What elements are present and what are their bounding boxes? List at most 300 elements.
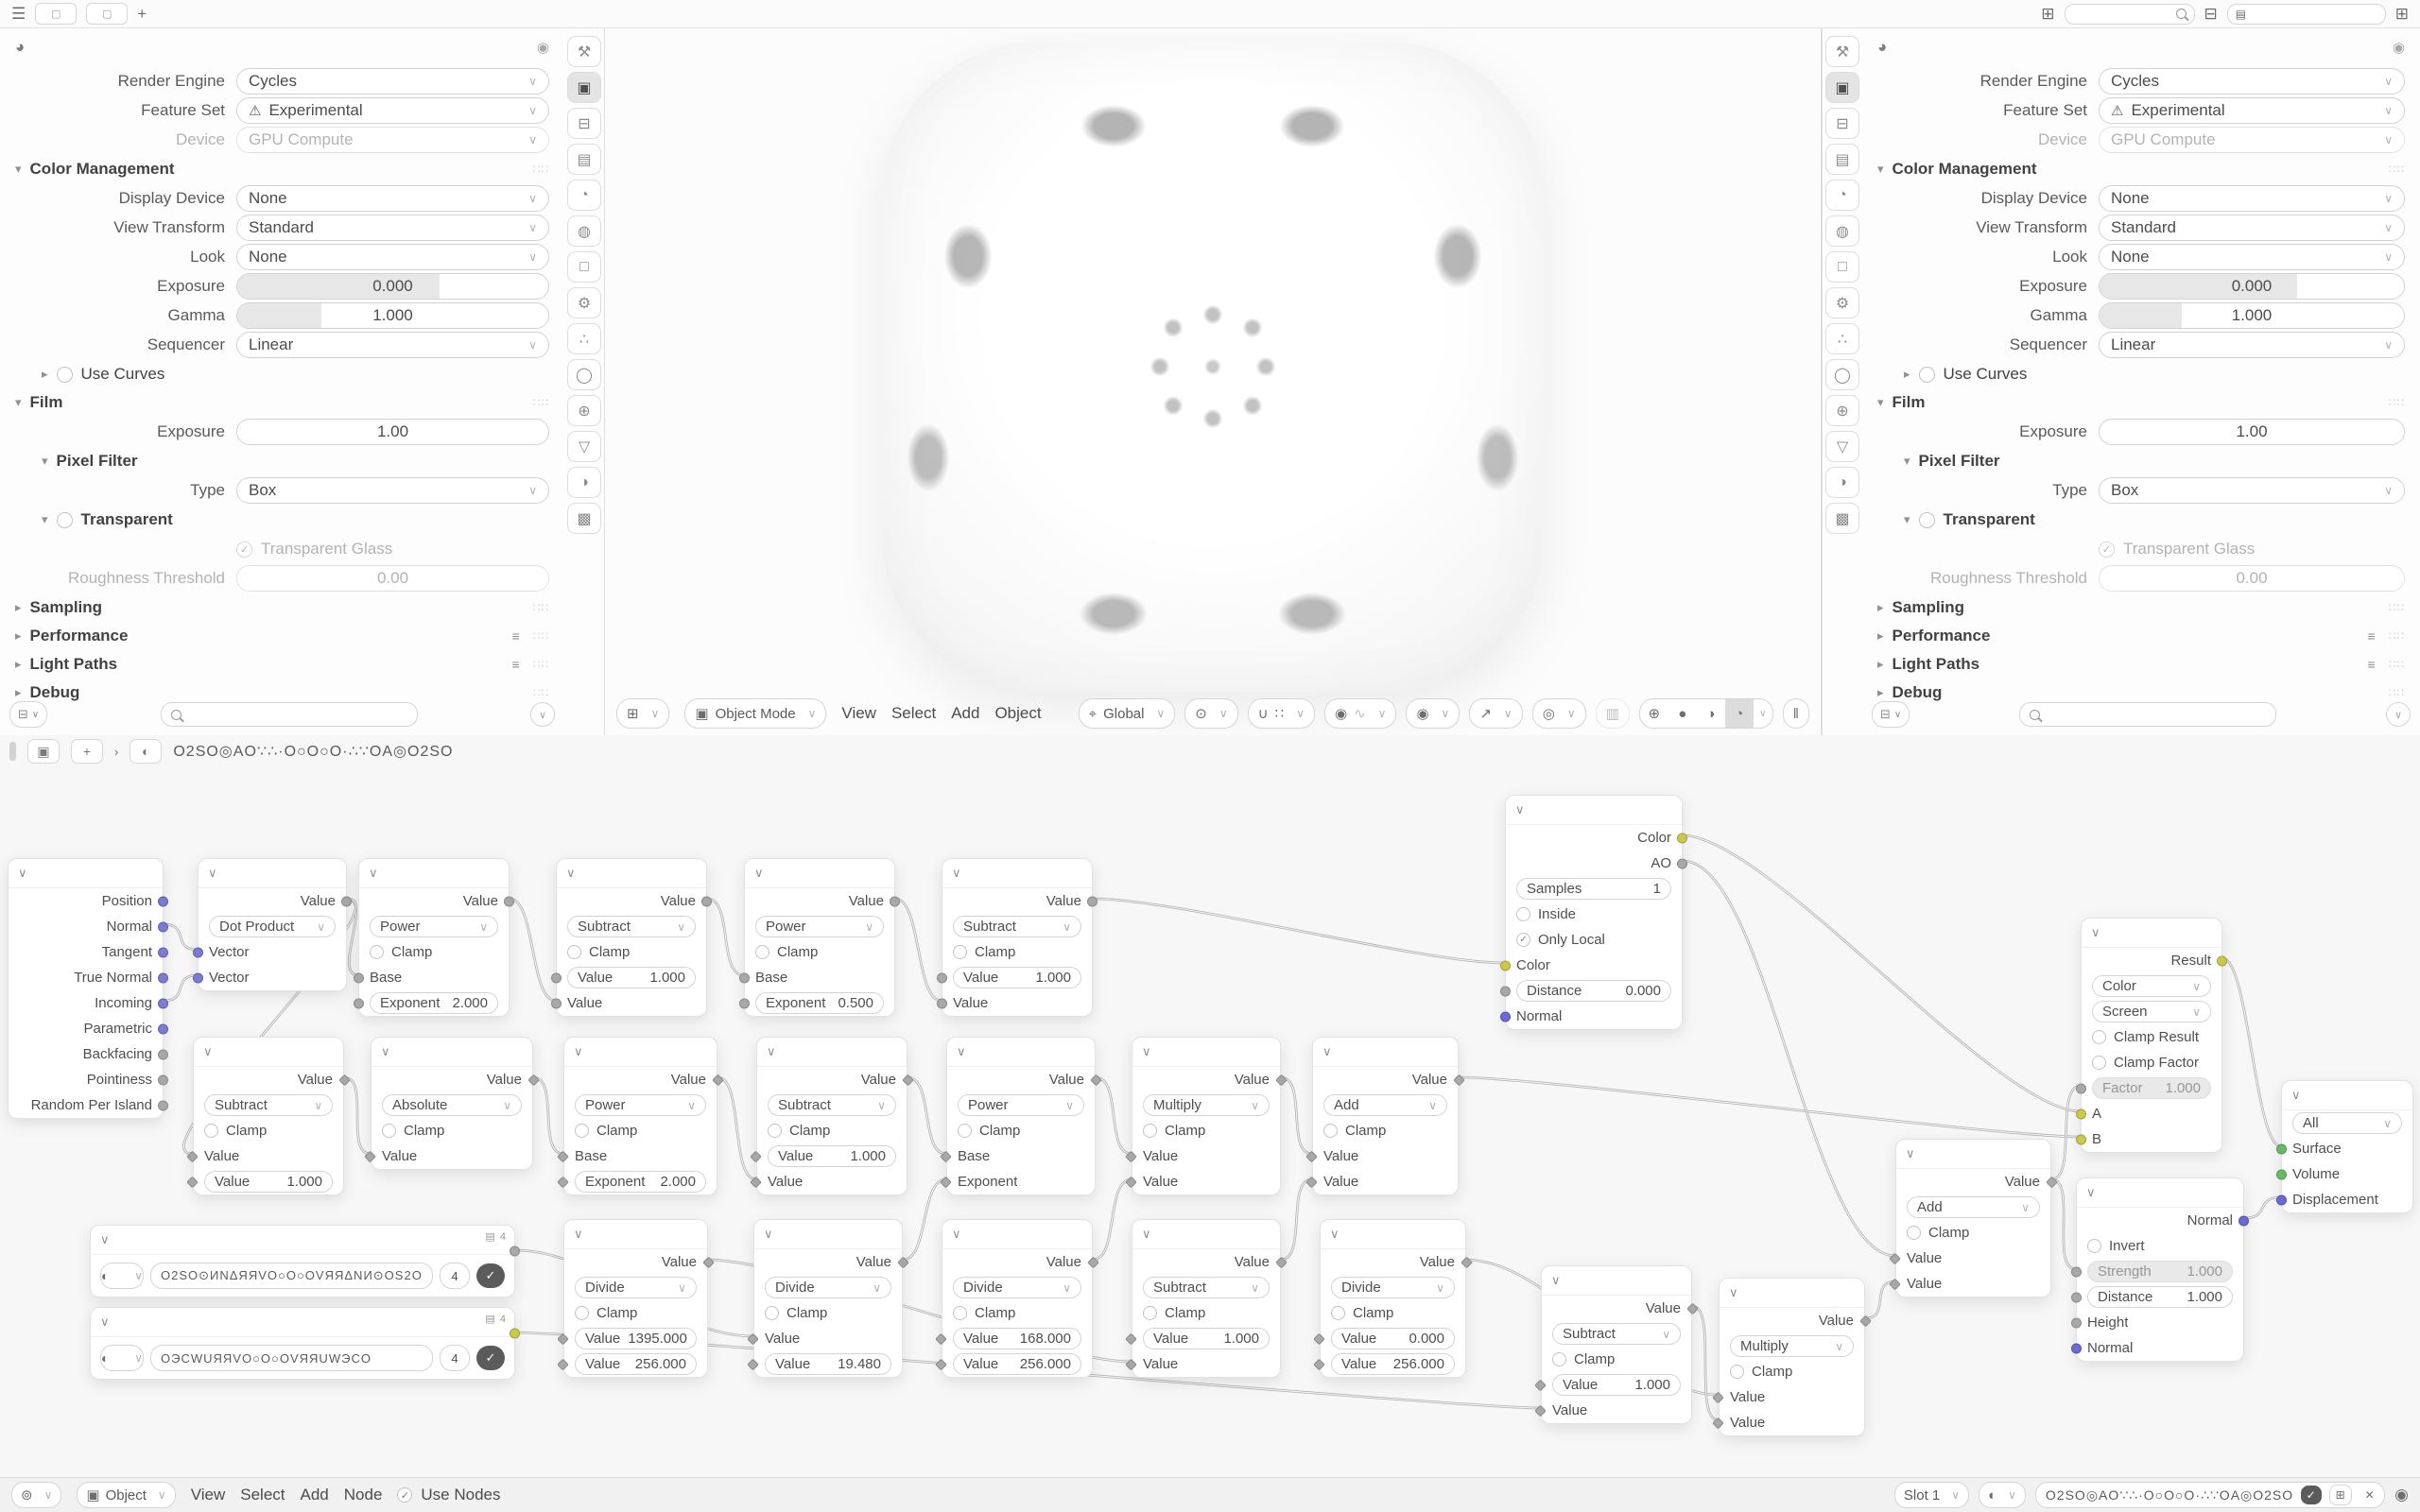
image-browse-button[interactable]: ◐ ∨ <box>100 1263 144 1289</box>
roughness-threshold-field[interactable]: 0.00 <box>236 565 549 592</box>
pixel-filter-type-select[interactable]: Box ∨ <box>2099 477 2405 504</box>
options-dropdown-button[interactable]: ∨ <box>2386 702 2411 727</box>
transparent-glass-checkbox[interactable] <box>2099 541 2115 558</box>
section-color-management[interactable]: ▾ Color Management ∷∷ <box>15 160 549 178</box>
fake-user-shield-button[interactable]: ✓ <box>476 1346 505 1370</box>
operation-select[interactable]: Dot Product ∨ <box>209 916 336 937</box>
image-browse-button[interactable]: ◐ ∨ <box>100 1345 144 1371</box>
operation-select[interactable]: Subtract ∨ <box>1143 1277 1270 1298</box>
section-film[interactable]: ▾ Film ∷∷ <box>15 393 549 411</box>
section-debug[interactable]: ▸ Debug ∷∷ <box>15 683 549 701</box>
node-subtract-6[interactable] <box>1541 1265 1692 1424</box>
collapse-chevron-icon[interactable]: ∨ <box>18 866 27 880</box>
operation-select[interactable]: Add ∨ <box>1323 1094 1447 1116</box>
gamma-slider[interactable]: 1.000 <box>2099 302 2405 329</box>
collapse-chevron-icon[interactable]: ∨ <box>1729 1285 1738 1299</box>
checkbox[interactable] <box>953 945 967 959</box>
output-socket[interactable] <box>2217 955 2227 966</box>
properties-tab-scene[interactable]: ◔ <box>567 180 601 211</box>
checkbox[interactable] <box>575 1124 589 1138</box>
checkbox[interactable] <box>953 1306 967 1320</box>
section-performance[interactable]: ▸ Performance ≡ ∷∷ <box>1877 627 2405 644</box>
value-field[interactable]: Strength 1.000 <box>2087 1261 2233 1282</box>
sequencer-select[interactable]: Linear ∨ <box>236 332 549 358</box>
value-field[interactable]: Value 1.000 <box>1143 1328 1270 1349</box>
image-name-field[interactable]: O2SO⊙ИNΔЯЯVO○O○OVЯЯΔNИ⊙OS2O <box>150 1263 433 1289</box>
visibility-dropdown[interactable]: ◉ ∨ <box>1406 698 1460 729</box>
shading-material-button[interactable]: ◑ <box>1706 705 1716 722</box>
menu-select[interactable]: Select <box>240 1486 285 1503</box>
menu-node[interactable]: Node <box>343 1486 383 1503</box>
feature-set-select[interactable]: ⚠ Experimental ∨ <box>236 97 549 124</box>
material-name-field[interactable]: O2SO◎AO∵∴·O○O○O·∴∵OA◎O2SO ✓ ⊞ ✕ <box>2035 1482 2385 1508</box>
section-color-management[interactable]: ▾ Color Management ∷∷ <box>1877 160 2405 178</box>
hamburger-menu-icon[interactable]: ☰ <box>11 4 26 23</box>
output-socket[interactable] <box>158 1023 168 1034</box>
menu-view[interactable]: View <box>841 704 876 722</box>
properties-tab-modifiers[interactable]: ⚙ <box>567 287 601 318</box>
properties-tab-render[interactable]: ▣ <box>1825 72 1859 103</box>
collapse-chevron-icon[interactable]: ∨ <box>1322 1044 1332 1058</box>
operation-select[interactable]: Add ∨ <box>1907 1196 2040 1218</box>
add-node-button[interactable]: + <box>71 739 103 764</box>
collapse-chevron-icon[interactable]: ∨ <box>369 866 378 880</box>
input-socket[interactable] <box>2071 1266 2082 1277</box>
use-nodes-checkbox[interactable]: ✓ Use Nodes <box>397 1486 500 1504</box>
overlays-dropdown[interactable]: ◎ ∨ <box>1532 698 1586 729</box>
value-field[interactable]: Value 256.000 <box>575 1353 697 1375</box>
value-field[interactable]: Value 256.000 <box>1331 1353 1455 1375</box>
checkbox[interactable] <box>1907 1226 1921 1240</box>
look-select[interactable]: None ∨ <box>2099 244 2405 270</box>
node-subtract-3[interactable] <box>193 1037 344 1195</box>
fake-user-shield-button[interactable]: ✓ <box>476 1263 505 1288</box>
properties-tab-constraints[interactable]: ⊕ <box>567 395 601 426</box>
input-socket[interactable] <box>551 998 562 1008</box>
section-use-curves[interactable]: ▸ Use Curves <box>42 365 165 383</box>
node-power-3[interactable] <box>563 1037 717 1195</box>
node-bump[interactable] <box>2076 1177 2244 1362</box>
fake-user-shield-button[interactable]: ✓ <box>2301 1486 2322 1504</box>
node-absolute[interactable] <box>371 1037 533 1170</box>
value-field[interactable]: Value 256.000 <box>953 1353 1081 1375</box>
node-power-1[interactable] <box>358 858 510 1017</box>
operation-select[interactable]: All ∨ <box>2292 1112 2402 1134</box>
collapse-chevron-icon[interactable]: ∨ <box>203 1044 213 1058</box>
operation-select[interactable]: Multiply ∨ <box>1730 1335 1854 1357</box>
copy-icon[interactable]: ⊟ <box>2204 4 2218 23</box>
properties-tab-output[interactable]: ⊟ <box>567 108 601 139</box>
section-pixel-filter[interactable]: ▾ Pixel Filter <box>1904 452 2000 470</box>
node-dot-product[interactable] <box>198 858 347 991</box>
properties-tab-particles[interactable]: ∴ <box>567 323 601 354</box>
collapse-chevron-icon[interactable]: ∨ <box>100 1232 110 1246</box>
output-socket[interactable] <box>158 921 168 932</box>
editor-drag-handle[interactable] <box>9 742 16 761</box>
view-transform-select[interactable]: Standard ∨ <box>2099 215 2405 241</box>
use-curves-checkbox[interactable] <box>57 367 73 383</box>
input-socket[interactable] <box>2076 1108 2086 1119</box>
pin-icon[interactable]: ◉ <box>2394 1486 2409 1503</box>
value-field[interactable]: Value 1.000 <box>953 967 1081 988</box>
unlink-material-button[interactable]: ✕ <box>2364 1488 2376 1502</box>
input-socket[interactable] <box>193 947 203 957</box>
checkbox[interactable] <box>755 945 769 959</box>
output-socket[interactable] <box>701 896 712 906</box>
properties-tab-render[interactable]: ▣ <box>567 72 601 103</box>
node-power-4[interactable] <box>946 1037 1096 1195</box>
properties-tab-material[interactable]: ◑ <box>1825 467 1859 498</box>
node-material-output[interactable] <box>2281 1080 2413 1213</box>
operation-select[interactable]: Divide ∨ <box>953 1277 1081 1298</box>
checkbox[interactable] <box>370 945 384 959</box>
output-socket[interactable] <box>1087 896 1098 906</box>
checkbox[interactable] <box>204 1124 218 1138</box>
shading-rendered-button[interactable]: ◔ <box>1725 699 1754 728</box>
asset-search-input[interactable] <box>2227 4 2386 25</box>
image-name-field[interactable]: OЭCWUЯЯVO○O○OVЯЯUWЭCO <box>150 1345 433 1371</box>
shader-node-editor[interactable] <box>0 735 2420 1512</box>
properties-tab-output[interactable]: ⊟ <box>1825 108 1859 139</box>
output-socket[interactable] <box>158 1100 168 1110</box>
node-power-2[interactable] <box>744 858 895 1017</box>
section-sampling[interactable]: ▸ Sampling ∷∷ <box>15 598 549 616</box>
section-sampling[interactable]: ▸ Sampling ∷∷ <box>1877 598 2405 616</box>
properties-tab-world[interactable]: ◍ <box>567 215 601 247</box>
pin-icon[interactable]: ◉ <box>536 40 549 56</box>
input-socket[interactable] <box>937 972 947 983</box>
node-subtract-1[interactable] <box>556 858 707 1017</box>
operation-select[interactable]: Divide ∨ <box>1331 1277 1455 1298</box>
presets-icon[interactable]: ≡ <box>2367 657 2376 672</box>
node-divide-2[interactable] <box>753 1219 903 1378</box>
film-exposure-field[interactable]: 1.00 <box>2099 419 2405 445</box>
input-socket[interactable] <box>551 972 562 983</box>
node-subtract-2[interactable] <box>942 858 1093 1017</box>
gizmo-dropdown[interactable]: ↗ ∨ <box>1469 698 1522 729</box>
input-socket[interactable] <box>2071 1343 2082 1353</box>
xray-toggle[interactable] <box>1596 698 1630 729</box>
operation-select[interactable]: Subtract ∨ <box>204 1094 333 1116</box>
presets-icon[interactable]: ≡ <box>511 628 520 644</box>
node-image-node-1[interactable] <box>90 1225 515 1297</box>
properties-editor-icon[interactable]: ◕ <box>15 38 26 56</box>
collapse-chevron-icon[interactable]: ∨ <box>1906 1146 1915 1160</box>
clipboard-icon[interactable]: ⊞ <box>2041 4 2055 23</box>
collapse-chevron-icon[interactable]: ∨ <box>2086 1185 2096 1199</box>
value-field[interactable]: Samples 1 <box>1516 878 1671 900</box>
value-field[interactable]: Factor 1.000 <box>2092 1077 2211 1099</box>
checkbox[interactable] <box>958 1124 972 1138</box>
input-socket[interactable] <box>2276 1194 2287 1205</box>
collapse-chevron-icon[interactable]: ∨ <box>574 1044 583 1058</box>
snap-target-button[interactable]: ⊙ ∨ <box>1184 698 1237 729</box>
properties-tab-object[interactable]: □ <box>1825 251 1859 283</box>
operation-select[interactable]: Power ∨ <box>370 916 498 937</box>
properties-search-input[interactable] <box>161 702 418 727</box>
checkbox[interactable] <box>1323 1124 1338 1138</box>
node-image-node-2[interactable] <box>90 1307 515 1380</box>
checkbox[interactable] <box>2092 1030 2106 1044</box>
operation-select[interactable]: Power ∨ <box>958 1094 1084 1116</box>
editor-type-button[interactable]: ⊚ ∨ <box>11 1482 61 1508</box>
section-transparent[interactable]: ▾ Transparent <box>1904 510 2035 528</box>
operation-select[interactable]: Subtract ∨ <box>768 1094 896 1116</box>
look-select[interactable]: None ∨ <box>236 244 549 270</box>
properties-tab-modifiers[interactable]: ⚙ <box>1825 287 1859 318</box>
value-field[interactable]: Value 1.000 <box>204 1171 333 1193</box>
output-socket[interactable] <box>158 972 168 983</box>
transform-orientation-select[interactable]: ⌖ Global ∨ <box>1079 698 1176 729</box>
input-socket[interactable] <box>1500 986 1511 996</box>
input-socket[interactable] <box>2071 1292 2082 1302</box>
pause-render-button[interactable]: ‖ <box>1783 698 1809 729</box>
transparent-checkbox[interactable] <box>57 512 73 528</box>
workspace-tab-2[interactable] <box>86 3 128 25</box>
section-performance[interactable]: ▸ Performance ≡ ∷∷ <box>15 627 549 644</box>
checkbox[interactable] <box>567 945 581 959</box>
collapse-chevron-icon[interactable]: ∨ <box>2291 1088 2301 1102</box>
output-socket[interactable] <box>1677 858 1687 868</box>
checkbox[interactable] <box>768 1124 782 1138</box>
properties-tab-physics[interactable]: ◯ <box>1825 359 1859 390</box>
properties-tab-view-layer[interactable]: ▤ <box>1825 144 1859 175</box>
operation-select[interactable]: Color ∨ <box>2092 975 2211 997</box>
checkbox[interactable] <box>1331 1306 1345 1320</box>
input-socket[interactable] <box>354 972 364 983</box>
operation-select[interactable]: Subtract ∨ <box>953 916 1081 937</box>
properties-tab-view-layer[interactable]: ▤ <box>567 144 601 175</box>
output-socket[interactable] <box>1677 833 1687 843</box>
section-debug[interactable]: ▸ Debug ∷∷ <box>1877 683 2405 701</box>
checkbox[interactable] <box>1516 933 1530 947</box>
input-socket[interactable] <box>354 998 364 1008</box>
render-engine-select[interactable]: Cycles ∨ <box>2099 68 2405 94</box>
node-multiply-1[interactable] <box>1132 1037 1281 1195</box>
properties-tab-tool[interactable]: ⚒ <box>1825 36 1859 67</box>
properties-tab-object-data[interactable]: ▽ <box>567 431 601 462</box>
collapse-chevron-icon[interactable]: ∨ <box>100 1314 110 1329</box>
shader-type-select[interactable]: ▣ Object ∨ <box>77 1482 175 1508</box>
collapse-chevron-icon[interactable]: ∨ <box>764 1227 773 1241</box>
section-pixel-filter[interactable]: ▾ Pixel Filter <box>42 452 138 470</box>
node-add-2[interactable] <box>1895 1139 2051 1297</box>
collapse-chevron-icon[interactable]: ∨ <box>1142 1044 1151 1058</box>
properties-tab-tool[interactable]: ⚒ <box>567 36 601 67</box>
collapse-chevron-icon[interactable]: ∨ <box>952 866 961 880</box>
input-socket[interactable] <box>2076 1083 2086 1093</box>
value-field[interactable]: Exponent 2.000 <box>370 992 498 1014</box>
presets-icon[interactable]: ≡ <box>511 657 520 672</box>
checkbox[interactable] <box>1552 1352 1566 1366</box>
display-device-select[interactable]: None ∨ <box>2099 185 2405 212</box>
properties-tab-world[interactable]: ◍ <box>1825 215 1859 247</box>
value-field[interactable]: Exponent 0.500 <box>755 992 884 1014</box>
properties-tab-constraints[interactable]: ⊕ <box>1825 395 1859 426</box>
roughness-threshold-field[interactable]: 0.00 <box>2099 565 2405 592</box>
presets-icon[interactable]: ≡ <box>2367 628 2376 644</box>
checkbox[interactable] <box>382 1124 396 1138</box>
section-use-curves[interactable]: ▸ Use Curves <box>1904 365 2028 383</box>
mode-select[interactable]: ▣ Object Mode ∨ <box>684 698 826 729</box>
shading-wireframe-button[interactable]: ⊕ <box>1648 706 1661 722</box>
export-icon[interactable]: ⊞ <box>2394 4 2409 23</box>
menu-object[interactable]: Object <box>994 704 1042 722</box>
menu-view[interactable]: View <box>190 1486 226 1503</box>
menu-add[interactable]: Add <box>300 1486 329 1503</box>
output-socket[interactable] <box>158 947 168 957</box>
collapse-chevron-icon[interactable]: ∨ <box>754 866 764 880</box>
node-subtract-5[interactable] <box>1132 1219 1281 1378</box>
properties-tab-particles[interactable]: ∴ <box>1825 323 1859 354</box>
value-field[interactable]: Value 1395.000 <box>575 1328 697 1349</box>
output-socket[interactable] <box>504 896 514 906</box>
operation-select[interactable]: Subtract ∨ <box>1552 1323 1681 1345</box>
properties-search-input[interactable] <box>2019 702 2276 727</box>
section-film[interactable]: ▾ Film ∷∷ <box>1877 393 2405 411</box>
viewport-3d[interactable] <box>605 28 1822 735</box>
options-dropdown-button[interactable]: ∨ <box>530 702 555 727</box>
node-divide-4[interactable] <box>1320 1219 1466 1378</box>
menu-add[interactable]: Add <box>951 704 980 722</box>
output-socket[interactable] <box>2238 1215 2249 1226</box>
input-socket[interactable] <box>739 972 750 983</box>
input-socket[interactable] <box>2071 1317 2082 1328</box>
input-socket[interactable] <box>739 998 750 1008</box>
properties-tab-object-data[interactable]: ▽ <box>1825 431 1859 462</box>
input-socket[interactable] <box>193 972 203 983</box>
operation-select[interactable]: Multiply ∨ <box>1143 1094 1270 1116</box>
operation-select[interactable]: Divide ∨ <box>765 1277 891 1298</box>
collapse-chevron-icon[interactable]: ∨ <box>2091 925 2100 939</box>
value-field[interactable]: Value 1.000 <box>567 967 696 988</box>
node-divide-3[interactable] <box>942 1219 1093 1378</box>
value-field[interactable]: Value 19.480 <box>765 1353 891 1375</box>
snap-toggle[interactable]: ∪ ∷ ∨ <box>1248 698 1315 729</box>
node-ambient-occlusion[interactable] <box>1505 795 1683 1030</box>
properties-tab-texture[interactable]: ▩ <box>567 503 601 534</box>
exposure-slider[interactable]: 0.000 <box>2099 273 2405 300</box>
transparent-glass-checkbox[interactable] <box>236 541 252 558</box>
quick-search-input[interactable] <box>2065 4 2195 25</box>
output-socket[interactable] <box>341 896 352 906</box>
properties-tab-texture[interactable]: ▩ <box>1825 503 1859 534</box>
value-field[interactable]: Value 168.000 <box>953 1328 1081 1349</box>
pixel-filter-type-select[interactable]: Box ∨ <box>236 477 549 504</box>
collapse-chevron-icon[interactable]: ∨ <box>1515 802 1525 816</box>
value-field[interactable]: Exponent 2.000 <box>575 1171 706 1193</box>
editor-type-button[interactable]: ⊞ ∨ <box>616 698 669 729</box>
use-curves-checkbox[interactable] <box>1919 367 1935 383</box>
material-slot-select[interactable]: Slot 1 ∨ <box>1894 1482 1969 1508</box>
transparent-checkbox[interactable] <box>1919 512 1935 528</box>
section-transparent[interactable]: ▾ Transparent <box>42 510 173 528</box>
shading-solid-button[interactable]: ● <box>1678 705 1687 722</box>
operation-select[interactable]: Power ∨ <box>755 916 884 937</box>
value-field[interactable]: Value 0.000 <box>1331 1328 1455 1349</box>
output-socket[interactable] <box>890 896 900 906</box>
exposure-slider[interactable]: 0.000 <box>236 273 549 300</box>
proportional-editing-toggle[interactable]: ◉ ∿ ∨ <box>1324 698 1396 729</box>
users-count-button[interactable]: 4 <box>440 1345 470 1371</box>
input-socket[interactable] <box>937 998 947 1008</box>
checkbox[interactable] <box>1516 907 1530 921</box>
operation-select[interactable]: Power ∨ <box>575 1094 706 1116</box>
node-divide-1[interactable] <box>563 1219 708 1378</box>
checkbox[interactable] <box>2087 1239 2101 1253</box>
collapse-chevron-icon[interactable]: ∨ <box>1142 1227 1151 1241</box>
view-transform-select[interactable]: Standard ∨ <box>236 215 549 241</box>
output-socket[interactable] <box>510 1246 520 1257</box>
input-socket[interactable] <box>2076 1134 2086 1144</box>
filter-toggle-button[interactable]: ⊟ ∨ <box>1872 701 1910 728</box>
collapse-chevron-icon[interactable]: ∨ <box>208 866 217 880</box>
properties-tab-material[interactable]: ◑ <box>567 467 601 498</box>
menu-select[interactable]: Select <box>890 704 937 722</box>
output-socket[interactable] <box>158 1049 168 1059</box>
feature-set-select[interactable]: ⚠ Experimental ∨ <box>2099 97 2405 124</box>
collapse-chevron-icon[interactable]: ∨ <box>767 1044 776 1058</box>
output-socket[interactable] <box>510 1329 520 1339</box>
properties-editor-icon[interactable]: ◕ <box>1877 38 1888 56</box>
new-material-button[interactable]: ⊞ <box>2329 1485 2352 1505</box>
pin-node-tree-button[interactable]: ▣ <box>27 739 60 764</box>
collapse-chevron-icon[interactable]: ∨ <box>381 1044 390 1058</box>
browse-material-button[interactable]: ◐ ∨ <box>1979 1482 2026 1508</box>
checkbox[interactable] <box>575 1306 589 1320</box>
output-socket[interactable] <box>158 1074 168 1085</box>
checkbox[interactable] <box>765 1306 779 1320</box>
input-socket[interactable] <box>1500 1011 1511 1022</box>
collapse-chevron-icon[interactable]: ∨ <box>1330 1227 1340 1241</box>
filter-toggle-button[interactable]: ⊟ ∨ <box>9 701 47 728</box>
properties-tab-scene[interactable]: ◔ <box>1825 180 1859 211</box>
workspace-tab-1[interactable] <box>35 3 77 25</box>
output-socket[interactable] <box>158 896 168 906</box>
operation-select[interactable]: Divide ∨ <box>575 1277 697 1298</box>
new-tab-button[interactable]: + <box>137 4 147 23</box>
checkbox[interactable] <box>1143 1124 1157 1138</box>
node-subtract-4[interactable] <box>756 1037 908 1195</box>
checkbox[interactable] <box>1143 1306 1157 1320</box>
value-field[interactable]: Distance 0.000 <box>1516 980 1671 1002</box>
collapse-chevron-icon[interactable]: ∨ <box>566 866 576 880</box>
input-socket[interactable] <box>2276 1169 2287 1179</box>
shading-options-chevron[interactable]: ∨ <box>1759 708 1767 719</box>
checkbox[interactable] <box>2092 1056 2106 1070</box>
properties-tab-object[interactable]: □ <box>567 251 601 283</box>
device-select[interactable]: GPU Compute ∨ <box>236 127 549 153</box>
checkbox[interactable] <box>1730 1365 1744 1379</box>
input-socket[interactable] <box>2276 1143 2287 1154</box>
section-light-paths[interactable]: ▸ Light Paths ≡ ∷∷ <box>1877 655 2405 673</box>
value-field[interactable]: Value 1.000 <box>768 1145 896 1167</box>
section-light-paths[interactable]: ▸ Light Paths ≡ ∷∷ <box>15 655 549 673</box>
film-exposure-field[interactable]: 1.00 <box>236 419 549 445</box>
device-select[interactable]: GPU Compute ∨ <box>2099 127 2405 153</box>
render-engine-select[interactable]: Cycles ∨ <box>236 68 549 94</box>
users-count-button[interactable]: 4 <box>440 1263 470 1289</box>
output-socket[interactable] <box>158 998 168 1008</box>
value-field[interactable]: Value 1.000 <box>1552 1374 1681 1396</box>
gamma-slider[interactable]: 1.000 <box>236 302 549 329</box>
operation-select[interactable]: Absolute ∨ <box>382 1094 522 1116</box>
input-socket[interactable] <box>1500 960 1511 971</box>
collapse-chevron-icon[interactable]: ∨ <box>574 1227 583 1241</box>
operation-select[interactable]: Subtract ∨ <box>567 916 696 937</box>
collapse-chevron-icon[interactable]: ∨ <box>957 1044 966 1058</box>
node-geometry[interactable] <box>8 858 164 1119</box>
